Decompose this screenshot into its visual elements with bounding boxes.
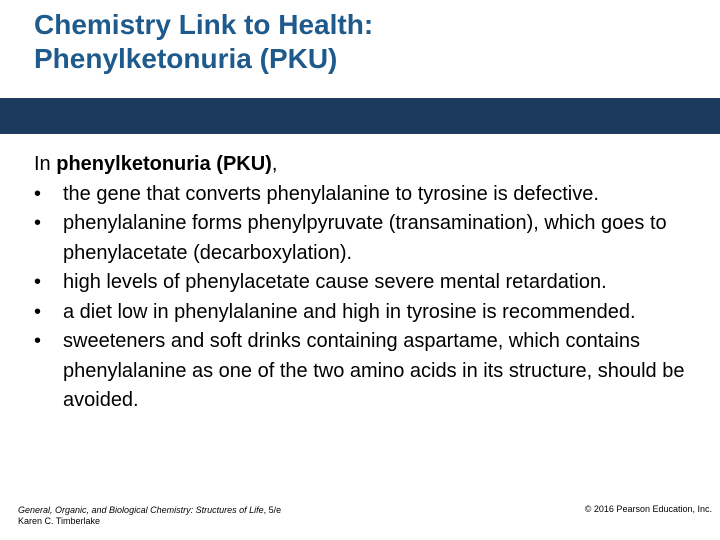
bullet-dot-icon: • — [34, 182, 42, 205]
bullet-item — [34, 268, 718, 298]
bullet-item — [34, 180, 718, 210]
footer-book-title: General, Organic, and Biological Chemistry: Structures of Life — [18, 505, 264, 515]
footer-author: Karen C. Timberlake — [18, 516, 101, 526]
bullet-dot-icon: • — [34, 300, 42, 323]
intro-line — [34, 150, 718, 180]
bullet-text: sweeteners and soft drinks containing aspartame, which contains phenylalanine as one of the two amino acids in its structure, should be avoided. — [63, 330, 685, 411]
footer-citation — [18, 505, 281, 527]
bullet-item — [34, 298, 718, 328]
intro-suffix: , — [271, 153, 278, 175]
slide-title-line-2: Phenylketonuria (PKU) — [34, 43, 338, 74]
bullet-text: phenylalanine forms phenylpyruvate (transamination), which goes to phenylacetate (decarboxylation). — [63, 212, 667, 264]
slide-title-line-1: Chemistry Link to Health: — [34, 9, 374, 40]
intro-prefix: In — [34, 153, 57, 175]
slide-body — [34, 150, 718, 416]
bullet-text: the gene that converts phenylalanine to tyrosine is defective. — [63, 182, 599, 205]
footer-book-line — [18, 505, 281, 516]
bullet-text: high levels of phenylacetate cause severe mental retardation. — [63, 271, 607, 293]
bullet-list — [34, 180, 718, 416]
bullet-dot-icon: • — [34, 330, 42, 352]
bullet-text: a diet low in phenylalanine and high in tyrosine is recommended. — [63, 300, 636, 323]
header-band — [0, 98, 720, 134]
footer-copyright: © 2016 Pearson Education, Inc. — [584, 504, 712, 514]
bullet-dot-icon: • — [34, 212, 42, 234]
bullet-item — [34, 327, 718, 416]
footer-edition: , 5/e — [263, 505, 282, 515]
intro-term: phenylketonuria (PKU) — [56, 153, 272, 175]
slide-title — [34, 8, 694, 76]
bullet-dot-icon: • — [34, 271, 42, 293]
bullet-item — [34, 209, 718, 268]
